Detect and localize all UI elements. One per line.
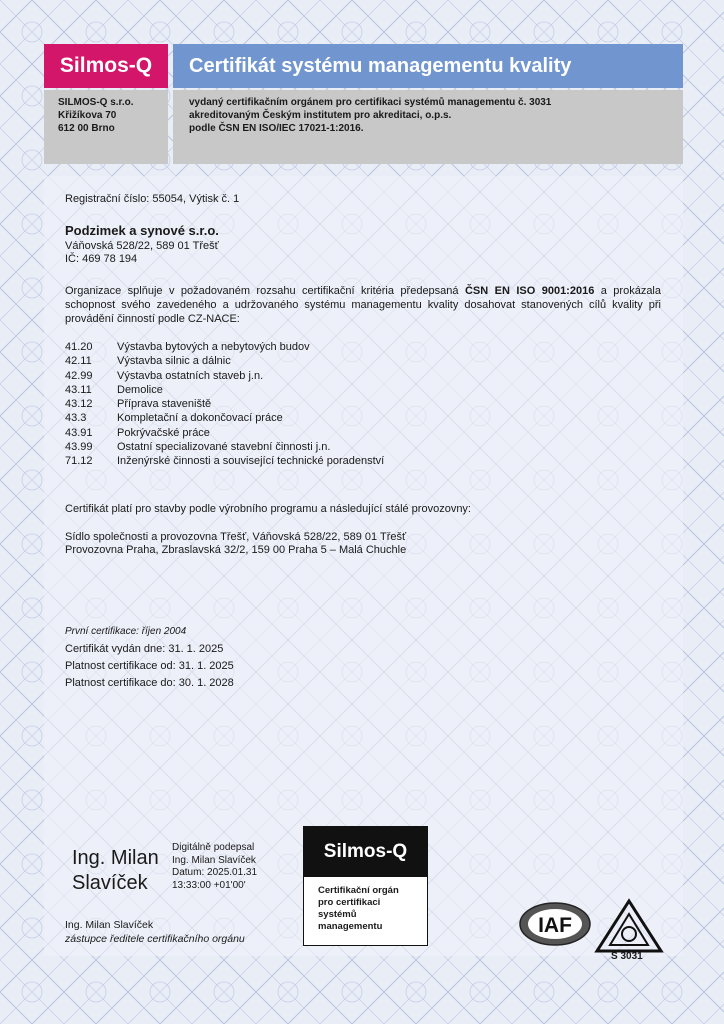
nace-code: 43.91	[65, 426, 93, 439]
stamp-line: systémů	[318, 909, 357, 920]
stamp-line: pro certifikaci	[318, 897, 381, 908]
site-address: Sídlo společnosti a provozovna Třešť, Váňovská 528/22, 589 01 Třešť	[65, 531, 407, 543]
validity-scope-text: Certifikát platí pro stavby podle výrobního programu a následující stálé provozovny:	[65, 503, 471, 515]
nace-code: 43.11	[65, 383, 92, 396]
first-certification: První certifikace: říjen 2004	[65, 626, 187, 637]
issuer-address-line: Křižíkova 70	[58, 110, 117, 121]
nace-code: 42.11	[65, 355, 92, 368]
nace-label: Kompletační a dokončovací práce	[117, 412, 283, 425]
nace-code: 41.20	[65, 341, 93, 353]
registration-number: Registrační číslo: 55054, Výtisk č. 1	[65, 193, 240, 205]
nace-item	[65, 454, 384, 468]
nace-label: Pokrývačské práce	[117, 426, 210, 439]
brand-logo: Silmos-Q	[44, 44, 168, 88]
site-address: Provozovna Praha, Zbraslavská 32/2, 159 00 Praha 5 – Malá Chuchle	[65, 544, 407, 556]
accreditation-number: S 3031	[611, 951, 643, 962]
nace-item	[65, 440, 384, 454]
certification-statement	[65, 284, 661, 326]
nace-code: 43.99	[65, 441, 93, 454]
iaf-label: IAF	[538, 914, 572, 937]
issuer-address	[44, 90, 168, 164]
iaf-logo-icon	[518, 901, 592, 947]
issuer-address-line: SILMOS-Q s.r.o.	[58, 97, 134, 108]
issue-date: Certifikát vydán dne: 31. 1. 2025	[65, 643, 224, 655]
issuer-accreditation-line: vydaný certifikačním orgánem pro certifikaci systémů managementu č. 3031	[189, 97, 552, 108]
nace-label: Výstavba bytových a nebytových budov	[117, 341, 310, 353]
certificate-title: Certifikát systému managementu kvality	[173, 44, 683, 88]
nace-label: Inženýrské činnosti a související technické poradenství	[117, 455, 385, 468]
signature-detail-line: Digitálně podepsal	[172, 842, 255, 853]
nace-label: Demolice	[117, 383, 163, 396]
issuer-accreditation	[173, 90, 683, 164]
nace-item	[65, 397, 384, 411]
valid-from-date: Platnost certifikace od: 31. 1. 2025	[65, 660, 234, 672]
nace-item	[65, 369, 384, 383]
statement-part1: Organizace splňuje v požadovaném rozsahu certifikační kritéria předepsaná	[65, 285, 465, 297]
stamp-line: managementu	[318, 921, 383, 932]
nace-item	[65, 340, 384, 354]
issuer-accreditation-line: podle ČSN EN ISO/IEC 17021-1:2016.	[189, 123, 364, 134]
nace-item	[65, 383, 384, 397]
stamp-text	[304, 877, 427, 933]
signature-detail-line: Ing. Milan Slavíček	[172, 854, 256, 866]
signature-name-line: Ing. Milan	[72, 847, 159, 869]
nace-label: Příprava staveniště	[117, 398, 212, 411]
issuer-accreditation-line: akreditovaným Českým institutem pro akreditaci, o.p.s.	[189, 110, 452, 121]
digital-signature-details	[172, 842, 257, 892]
stamp-brand: Silmos-Q	[304, 827, 427, 877]
company-ico: IČ: 469 78 194	[65, 253, 138, 265]
nace-code: 43.12	[65, 398, 93, 411]
nace-code: 43.3	[65, 412, 87, 425]
signer-name: Ing. Milan Slavíček	[65, 919, 154, 931]
signature-detail-line: 13:33:00 +01'00'	[172, 879, 246, 891]
standard-name: ČSN EN ISO 9001:2016	[464, 285, 595, 297]
nace-list	[65, 340, 384, 469]
signature-detail-line: Datum: 2025.01.31	[172, 867, 258, 878]
nace-code: 42.99	[65, 369, 93, 382]
nace-label: Výstavba silnic a dálnic	[117, 355, 231, 368]
nace-item	[65, 411, 384, 425]
nace-code: 71.12	[65, 455, 93, 468]
statement-part2: a prokázala schopnost svého zavedeného a udržovaného systému managementu kvality dosahovat stanovených cílů kvality při provádění činností podle CZ-NACE:	[65, 285, 661, 325]
nace-item	[65, 354, 384, 368]
issuer-address-line: 612 00 Brno	[58, 123, 115, 134]
signer-role: zástupce ředitele certifikačního orgánu	[65, 933, 245, 945]
accreditation-mark-icon	[594, 898, 664, 954]
nace-label: Výstavba ostatních staveb j.n.	[117, 369, 264, 382]
nace-label: Ostatní specializované stavební činnosti j.n.	[117, 441, 331, 454]
stamp-line: Certifikační orgán	[318, 885, 399, 896]
digital-signature-name	[72, 846, 159, 896]
certification-body-stamp	[303, 826, 428, 946]
valid-to-date: Platnost certifikace do: 30. 1. 2028	[65, 677, 234, 689]
nace-item	[65, 426, 384, 440]
signature-name-line: Slavíček	[72, 872, 148, 894]
company-address: Váňovská 528/22, 589 01 Třešť	[65, 240, 219, 252]
company-name: Podzimek a synové s.r.o.	[65, 223, 219, 238]
